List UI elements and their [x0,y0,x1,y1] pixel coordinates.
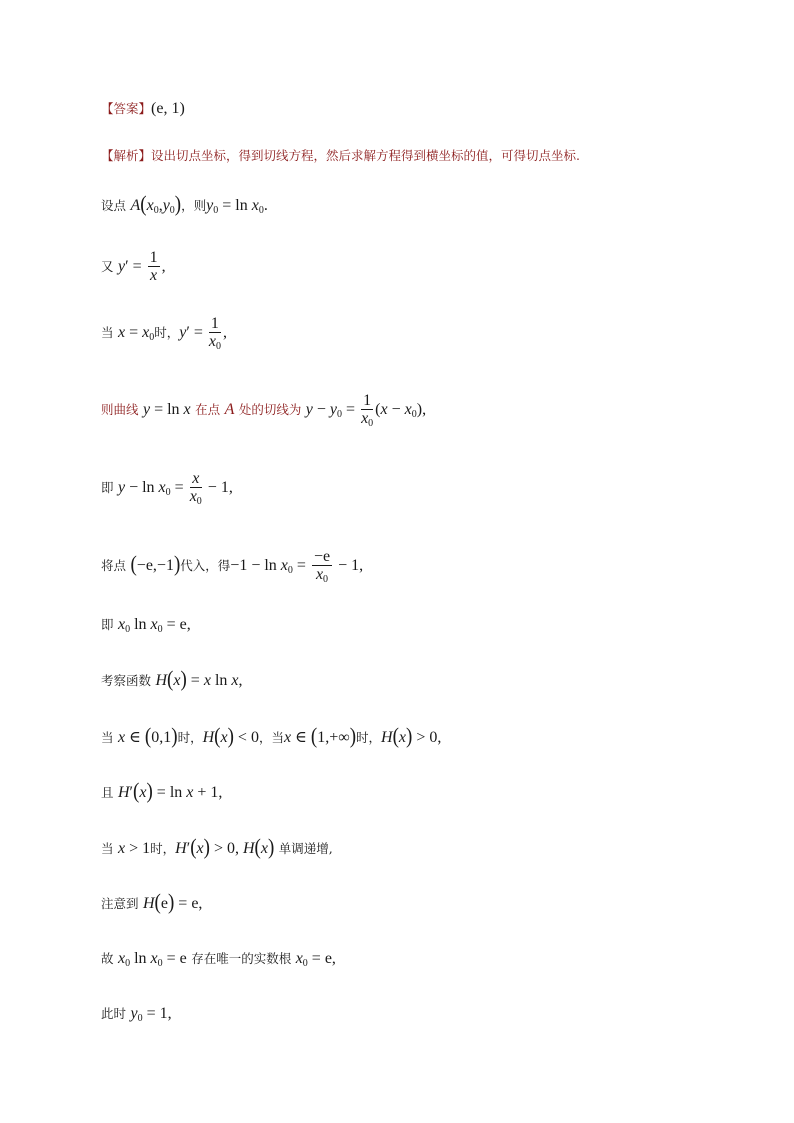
step-text: 时， [177,730,203,745]
math-expr: $x_0$ $\ln x_0 = e$ [117,950,187,969]
math-expr: $A(x_0,y_0)$ [130,192,182,217]
step-text: 时， [154,325,180,341]
math-expr: x ∈ (0,1) [117,724,178,749]
math-expr: (−e,−1) [130,552,181,577]
math-expr: $y - \ln x_0$ = $\frac{x}{x_0}$ − 1, [117,470,233,507]
math-expr: $x_0 = e$, [295,950,336,969]
math-expr: x > 1 [117,840,151,857]
math-expr: H(x) < 0 [202,724,259,749]
math-expr: $x = x_0$ [117,324,155,344]
answer-line [101,99,185,119]
step-line-10 [101,779,223,804]
step-text: 又 [101,259,114,275]
step-line-4 [101,393,426,428]
math-expr: y′ = $\frac{1}{x}$ , [117,249,166,284]
analysis-line [101,146,580,166]
step-line-8 [101,667,243,692]
math-expr: H(x) = x ln x, [155,667,243,692]
step-text: 即 [101,617,114,632]
step-line-5 [101,471,233,506]
answer-value: (e, 1) [151,100,185,117]
step-text: ，则 [181,198,207,213]
step-text: 考察函数 [101,673,152,688]
math-expr: x ∈ (1,+∞) [283,724,357,749]
step-line-6 [101,549,363,584]
step-line-1 [101,192,268,217]
math-expr: H(e) = e, [142,890,203,915]
analysis-text: 设出切点坐标，得到切线方程，然后求解方程得到横坐标的值，可得切点坐标. [151,148,580,163]
step-line-7 [101,615,191,635]
math-expr: $y_0 = 1$, [130,1005,172,1024]
step-line-2 [101,250,166,285]
step-text: ，当 [258,730,284,745]
step-text: 时， [150,841,176,856]
step-text: 当 [101,325,114,341]
step-line-9 [101,724,442,749]
step-text: 则曲线 [101,402,139,418]
step-text: 存在唯一的实数根 [191,951,292,966]
step-text: 单调递增, [278,841,333,856]
math-expr: H′(x) = ln x + 1, [117,779,223,804]
step-text: 设点 [101,198,127,213]
answer-label: 【答案】 [101,101,152,116]
step-line-12 [101,890,203,915]
step-text: 代入，得 [180,558,231,574]
step-text: 在点 [195,402,221,418]
math-expr: H′(x) > 0, H(x) [175,835,275,860]
step-text: 当 [101,841,114,856]
math-expr: H(x) > 0, [381,724,442,749]
math-expr: $y - y_0$ = $\frac{1}{x_0}$ $(x - x_0)$, [305,392,427,429]
step-line-14 [101,1004,172,1024]
step-text: 将点 [101,558,127,574]
step-text: 此时 [101,1006,127,1021]
step-line-11 [101,835,333,860]
step-text: 即 [101,480,114,496]
step-text: 时， [356,730,382,745]
math-expr: $-1 - \ln x_0$ = $\frac{-e}{x_0}$ − 1, [230,548,364,585]
step-text: 处的切线为 [238,402,302,418]
step-text: 当 [101,730,114,745]
math-expr: $y_0 = \ln x_0$. [206,197,268,216]
step-line-13 [101,949,336,969]
math-expr: y = ln x [142,401,191,419]
step-text: 且 [101,785,114,800]
math-expr: $x_0$ $\ln x_0 = e$, [117,616,191,635]
analysis-label: 【解析】 [101,148,152,163]
point-label: A [224,401,235,419]
math-expr: y′ = $\frac{1}{x_0}$ , [179,315,227,352]
step-text: 故 [101,951,114,966]
step-text: 注意到 [101,896,139,911]
step-line-3 [101,316,227,351]
